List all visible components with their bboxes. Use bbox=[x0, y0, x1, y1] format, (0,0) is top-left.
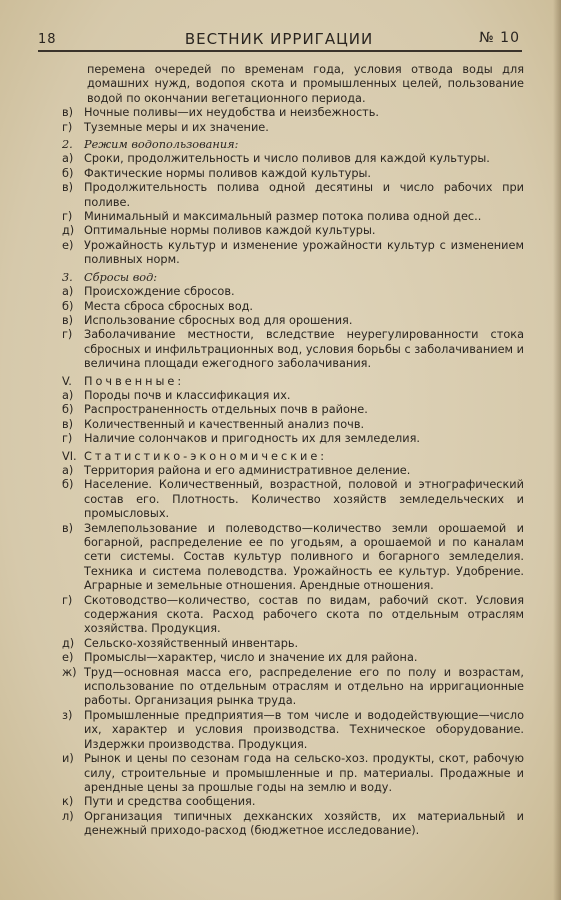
item-text: Население. Количественный, возрастной, половой и этнографический состав его. Плотность. Количество хозяйств земледельческих и промысловых. bbox=[84, 478, 524, 521]
item-marker: 2. bbox=[62, 138, 73, 152]
header-rule bbox=[38, 50, 522, 52]
item-marker: к) bbox=[62, 795, 74, 809]
item-text: Количественный и качественный анализ почв. bbox=[84, 417, 365, 431]
list-item bbox=[62, 432, 524, 446]
list-item bbox=[62, 210, 524, 224]
item-text: Скотоводство—количество, состав по видам, рабочий скот. Условия содержания скота. Расход рабочего скота по отдельным отраслям хозяйства. Продукция. bbox=[84, 593, 524, 636]
item-text: Минимальный и максимальный размер потока полива одной дес.. bbox=[84, 210, 482, 224]
list-item bbox=[62, 709, 524, 752]
item-marker: б) bbox=[62, 478, 74, 492]
item-marker: а) bbox=[62, 463, 74, 477]
item-marker: б) bbox=[62, 166, 74, 180]
item-marker: V. bbox=[62, 374, 72, 388]
item-marker: б) bbox=[62, 403, 74, 417]
item-text: Использование сбросных вод для орошения. bbox=[84, 313, 353, 327]
item-marker: а) bbox=[62, 285, 74, 299]
item-marker: е) bbox=[62, 651, 74, 665]
body-text bbox=[62, 63, 524, 839]
item-marker: VI. bbox=[62, 449, 77, 463]
list-item bbox=[62, 106, 524, 120]
item-marker: и) bbox=[62, 752, 74, 766]
item-text: Наличие солончаков и пригодность их для земледелия. bbox=[84, 432, 420, 446]
journal-title: ВЕСТНИК ИРРИГАЦИИ bbox=[184, 30, 374, 48]
item-text: Оптимальные нормы поливов каждой культуры. bbox=[84, 224, 376, 238]
item-text: Туземные меры и их значение. bbox=[84, 120, 269, 134]
list-item bbox=[62, 389, 524, 403]
list-item bbox=[62, 594, 524, 637]
item-marker: г) bbox=[62, 210, 73, 224]
list-item bbox=[62, 121, 524, 135]
list-item bbox=[62, 167, 524, 181]
item-text: Землепользование и полеводство—количество земли орошаемой и богарной, распределение ее по угодьям, а орошаемой и по каналам сети системы. Состав культур поливного и богарного земледелия. Техника и система полеводства. Урожайность ее культур. Удобрение. Аграрные и земельные отношения. Арендные отношения. bbox=[84, 521, 524, 593]
list-item bbox=[62, 637, 524, 651]
list-item bbox=[62, 152, 524, 166]
issue-number: № 10 bbox=[479, 30, 520, 46]
item-text: Почвенные: bbox=[84, 374, 185, 388]
list-item bbox=[62, 403, 524, 417]
item-text: Распространенность отдельных почв в районе. bbox=[84, 403, 368, 417]
item-marker: д) bbox=[62, 224, 75, 238]
item-marker: е) bbox=[62, 238, 74, 252]
item-marker: в) bbox=[62, 313, 74, 327]
item-marker: в) bbox=[62, 106, 74, 120]
item-text: Сбросы вод: bbox=[84, 270, 158, 284]
item-marker: в) bbox=[62, 417, 74, 431]
item-marker: 3. bbox=[62, 270, 73, 284]
item-marker: в) bbox=[62, 181, 74, 195]
item-text: Статистико-экономические: bbox=[84, 449, 328, 463]
item-marker: г) bbox=[62, 593, 73, 607]
section-heading bbox=[62, 450, 524, 464]
item-marker: а) bbox=[62, 388, 74, 402]
page-number: 18 bbox=[38, 32, 57, 47]
item-text: Сельско-хозяйственный инвентарь. bbox=[84, 636, 299, 650]
list-item bbox=[62, 810, 524, 839]
item-marker: г) bbox=[62, 120, 73, 134]
list-item bbox=[62, 224, 524, 238]
item-text: Рынок и цены по сезонам года на сельско-хоз. продукты, скот, рабочую силу, строительные и промышленные и пр. материалы. Продажные и арендные цены за прошлые годы на землю и воду. bbox=[84, 752, 524, 794]
item-marker: д) bbox=[62, 636, 75, 650]
item-marker: б) bbox=[62, 299, 74, 313]
item-marker: г) bbox=[62, 328, 73, 342]
list-item bbox=[62, 181, 524, 210]
subsection-heading bbox=[62, 138, 524, 152]
item-text: Промыслы—характер, число и значение их для района. bbox=[84, 651, 418, 665]
list-item bbox=[62, 239, 524, 268]
item-text: Сроки, продолжительность и число поливов для каждой культуры. bbox=[84, 152, 490, 166]
item-text: Породы почв и классификация их. bbox=[84, 388, 291, 402]
item-marker: ж) bbox=[62, 665, 77, 679]
item-text: Промышленные предприятия—в том числе и вододействующие—число их, характер и условия производства. Техническое оборудование. Издержки производства. Продукция. bbox=[84, 708, 524, 751]
list-item bbox=[62, 651, 524, 665]
list-item bbox=[62, 328, 524, 371]
subsection-heading bbox=[62, 271, 524, 285]
item-marker: в) bbox=[62, 521, 74, 535]
item-text: Места сброса сбросных вод. bbox=[84, 299, 254, 313]
item-marker: з) bbox=[62, 708, 73, 722]
list-item bbox=[62, 464, 524, 478]
item-text: Заболачивание местности, вследствие неурегулированности стока сбросных и инфильтрационных вод, условия борьбы с заболачиванием и величина площади ежегодного заболачивания. bbox=[84, 328, 524, 371]
list-item bbox=[62, 795, 524, 809]
list-item bbox=[62, 285, 524, 299]
item-text: Продолжительность полива одной десятины и число рабочих при поливе. bbox=[84, 181, 524, 209]
list-item bbox=[62, 478, 524, 521]
item-marker: г) bbox=[62, 432, 73, 446]
continued-paragraph bbox=[62, 63, 524, 106]
item-text: Территория района и его административное деление. bbox=[84, 463, 411, 477]
item-text: Происхождение сбросов. bbox=[84, 285, 235, 299]
list-item bbox=[62, 418, 524, 432]
item-text: Урожайность культур и изменение урожайности культур с изменением поливных норм. bbox=[84, 238, 524, 267]
running-header bbox=[38, 28, 520, 52]
list-item bbox=[62, 522, 524, 594]
section-heading bbox=[62, 375, 524, 389]
item-text: Организация типичных дехканских хозяйств, их материальный и денежный приходо-расход (бюджетное исследование). bbox=[84, 809, 524, 838]
list-item bbox=[62, 752, 524, 795]
list-item bbox=[62, 314, 524, 328]
item-text: Труд—основная масса его, распределение его по полу и возрастам, использование по отдельным отраслям и отдельно на ирригационные работы. Организация рынка труда. bbox=[84, 665, 524, 708]
page-edge-shadow bbox=[553, 0, 561, 900]
item-marker: л) bbox=[62, 809, 74, 823]
paragraph-text: перемена очередей по временам года, условия отвода воды для домашних нужд, водопоя скота и промышленных целей, пользование водой по окончании вегетационного периода. bbox=[87, 63, 524, 105]
list-item bbox=[62, 300, 524, 314]
item-text: Ночные поливы—их неудобства и неизбежность. bbox=[84, 106, 380, 120]
item-text: Режим водопользования: bbox=[84, 138, 239, 152]
item-marker: а) bbox=[62, 152, 74, 166]
list-item bbox=[62, 666, 524, 709]
item-text: Фактические нормы поливов каждой культуры. bbox=[84, 166, 372, 180]
item-text: Пути и средства сообщения. bbox=[84, 795, 256, 809]
